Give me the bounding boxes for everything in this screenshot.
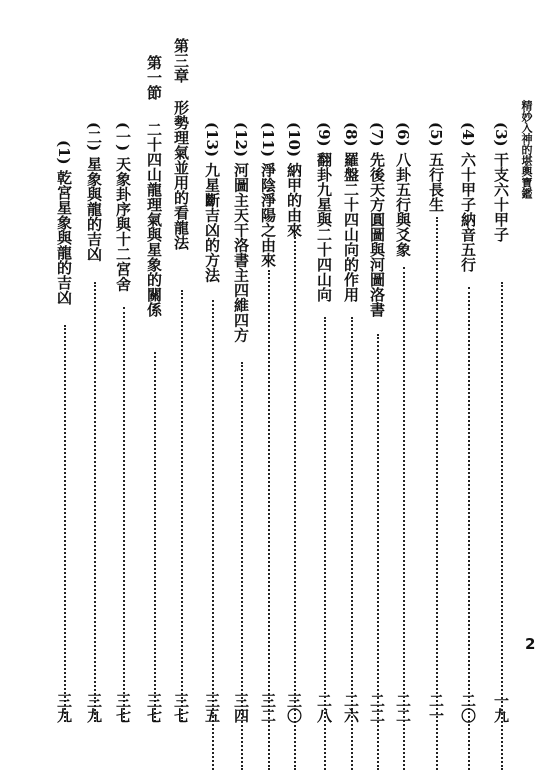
toc-entry-title: (3) 干支六十甲子 (492, 122, 510, 242)
toc-entry-title: (4) 六十甲子納音五行 (459, 122, 477, 272)
section-title: 二十四山龍理氣與星象的關係 (145, 122, 163, 317)
dot-leader (436, 217, 438, 770)
toc-entry-title: (1) 乾宮星象與龍的吉凶 (55, 140, 73, 305)
toc-entry-page: 三七 (114, 693, 132, 723)
toc-entry-title: (6) 八卦五行與爻象 (394, 122, 412, 257)
toc-entry-title: (二) 星象與龍的吉凶 (85, 122, 103, 262)
toc-entry-title: (9) 翻卦九星與二十四山向 (315, 122, 333, 302)
section-page: 三七 (145, 693, 163, 723)
toc-entry (55, 140, 77, 732)
toc-entry-title: (7) 先後天方圓圖與河圖洛書 (368, 122, 386, 317)
toc-entry (85, 122, 107, 732)
toc-entry-page: 一九 (492, 693, 510, 723)
toc-entry (368, 122, 390, 732)
toc-entry-page: 三五 (203, 693, 221, 723)
toc-entry-page: 三四 (232, 693, 250, 723)
toc-entry-page: 三九 (55, 693, 73, 723)
dot-leader (181, 290, 183, 722)
toc-entry (285, 122, 307, 732)
toc-entry (342, 122, 364, 732)
toc-entry (394, 122, 416, 732)
toc-entry-title: (一) 天象卦序與十二宮舍 (114, 122, 132, 292)
toc-entry (315, 122, 337, 732)
toc-entry (232, 122, 254, 732)
section-label: 第一節 (145, 55, 163, 100)
toc-entry-title: (8) 羅盤二十四山向的作用 (342, 122, 360, 302)
toc-entry-page: 二八 (315, 693, 333, 723)
running-header: 精妙入神的堪輿寶鑑 (520, 100, 533, 199)
toc-entry-page: 二二 (368, 693, 386, 723)
toc-entry-page: 三二 (259, 693, 277, 723)
dot-leader (294, 234, 296, 770)
dot-leader (154, 352, 156, 722)
toc-entry (259, 122, 281, 732)
toc-entry (114, 122, 136, 732)
toc-entry-page: 二〇 (459, 693, 477, 723)
dot-leader (123, 307, 125, 722)
toc-entry-title: (13) 九星斷吉凶的方法 (203, 122, 221, 283)
toc-entry-page: 二二 (394, 693, 412, 723)
toc-entry (459, 122, 481, 732)
dot-leader (94, 282, 96, 722)
toc-entry-page: 三〇 (285, 693, 303, 723)
chapter-title: 形勢理氣並用的看龍法 (172, 100, 190, 250)
toc-entry-page: 二一 (427, 693, 445, 723)
toc-entry-title: (5) 五行長生 (427, 122, 445, 212)
toc-entry-title: (12) 河圖主天干洛書主四維四方 (232, 122, 250, 343)
page-number: 2 (525, 635, 536, 653)
dot-leader (64, 325, 66, 722)
toc-entry (203, 122, 225, 732)
chapter-page: 三七 (172, 693, 190, 723)
toc-entry-title: (10) 納甲的由來 (285, 122, 303, 238)
chapter-label: 第三章 (172, 38, 190, 83)
toc-entry (492, 122, 514, 732)
toc-entry-title: (11) 淨陰淨陽之由來 (259, 122, 277, 268)
toc-entry-page: 二六 (342, 693, 360, 723)
toc-entry-page: 三九 (85, 693, 103, 723)
toc-entry (427, 122, 449, 732)
